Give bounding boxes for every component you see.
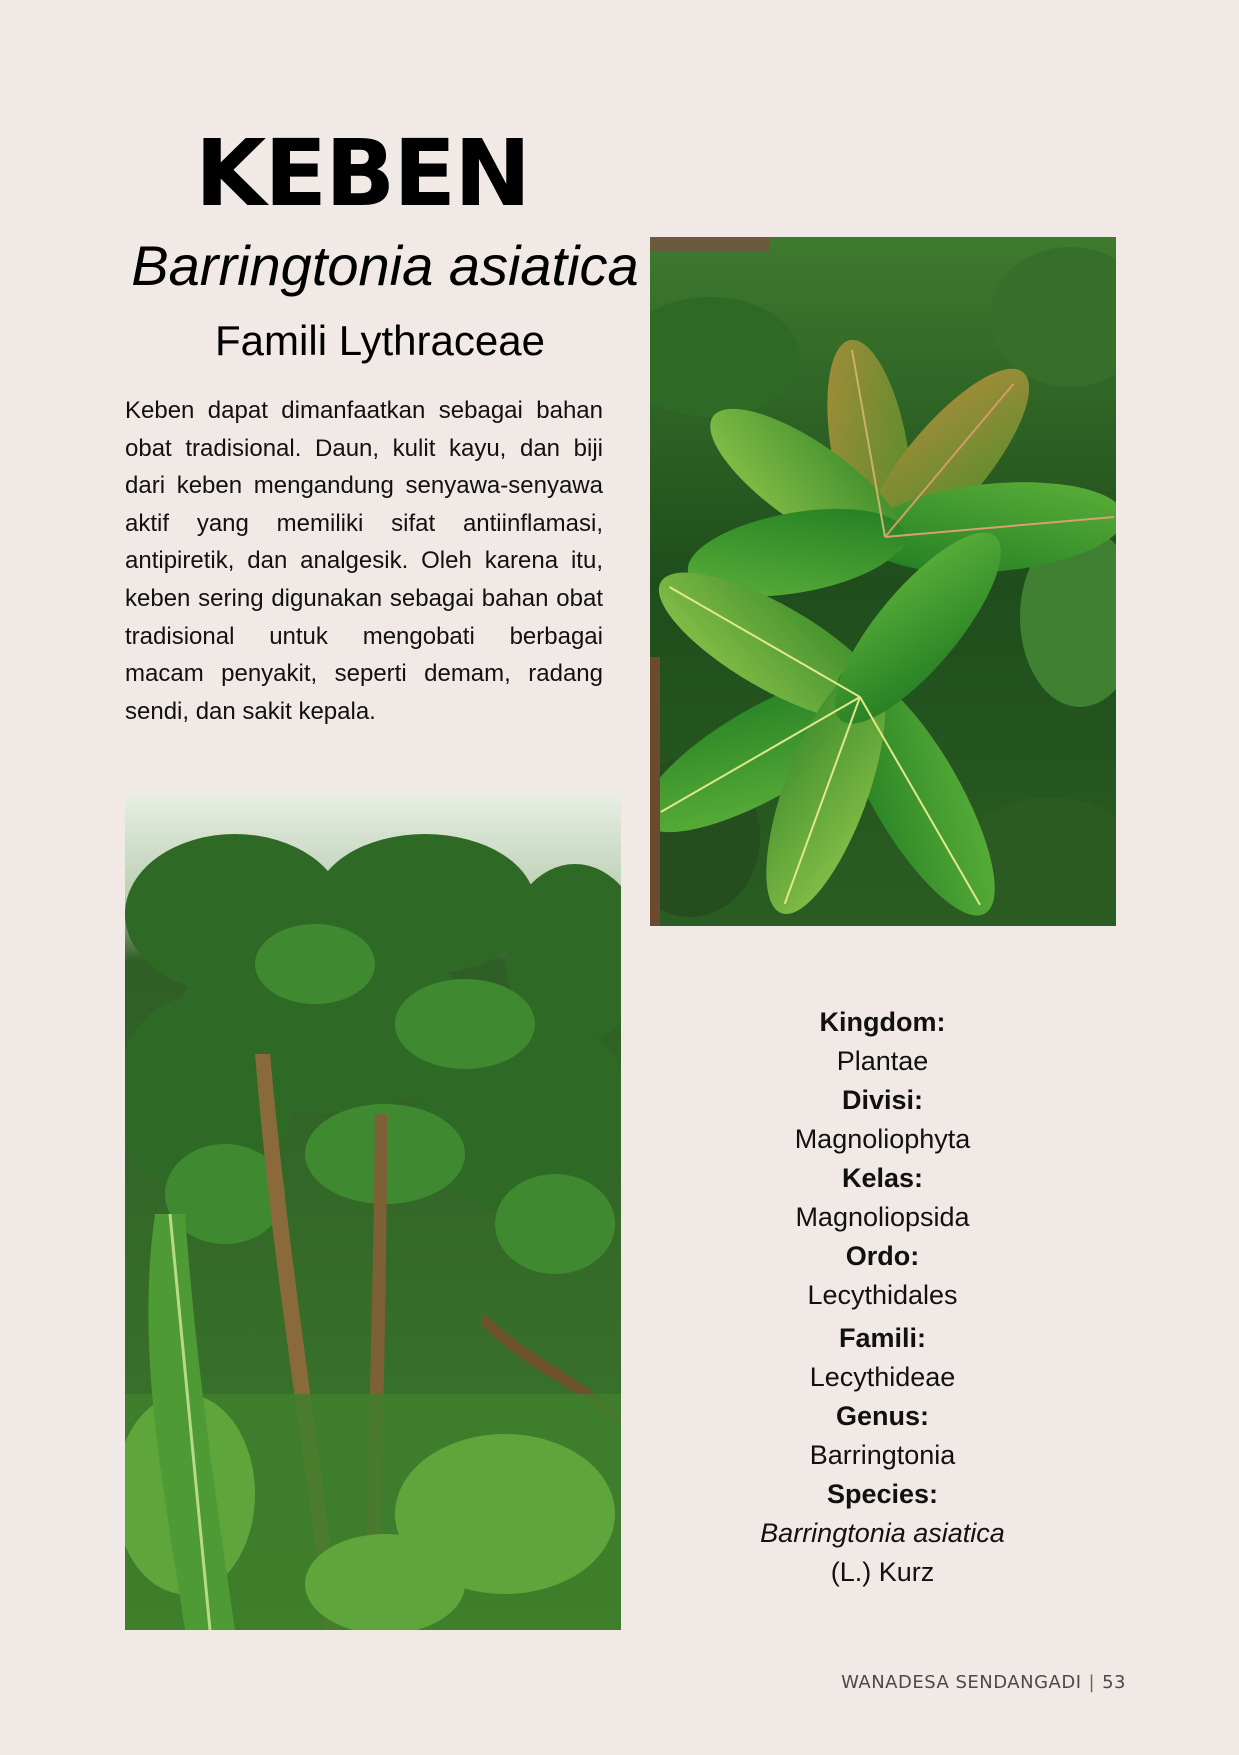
taxonomy-label: Kelas: [841, 1163, 924, 1193]
taxonomy-label: Famili: [838, 1323, 926, 1353]
taxonomy-value: Lecythideae [809, 1362, 956, 1392]
taxonomy-value: Barringtonia [809, 1440, 956, 1470]
page-title: KEBEN [195, 120, 530, 227]
page-footer [841, 1672, 1126, 1693]
taxonomy-label: Kingdom: [819, 1007, 946, 1037]
taxonomy-species [700, 1475, 1065, 1592]
taxonomy-label: Species: [826, 1479, 939, 1509]
taxonomy-list [700, 1003, 1065, 1592]
tree-canopy-photo [125, 794, 621, 1630]
taxonomy-ordo [700, 1237, 1065, 1315]
taxonomy-famili [700, 1319, 1065, 1397]
taxonomy-value: Lecythidales [807, 1280, 958, 1310]
scientific-name: Barringtonia asiatica [131, 234, 639, 297]
description-paragraph: Keben dapat dimanfaatkan sebagai bahan obat tradisional. Daun, kulit kayu, dan biji dari keben mengandung senyawa-senyawa aktif yang memiliki sifat antiinflamasi, antipiretik, dan analgesik. Oleh karena itu, keben sering digunakan sebagai bahan obat tradisional untuk mengobati berbagai macam penyakit, seperti demam, radang sendi, dan sakit kepala. [125, 397, 603, 725]
publication-name: WANADESA SENDANGADI [841, 1672, 1082, 1693]
taxonomy-value: Barringtonia asiatica [760, 1518, 1005, 1548]
taxonomy-label: Ordo: [845, 1241, 920, 1271]
taxonomy-value: Plantae [836, 1046, 929, 1076]
footer-separator: | [1088, 1672, 1096, 1693]
taxonomy-genus [700, 1397, 1065, 1475]
taxonomy-kingdom [700, 1003, 1065, 1081]
page-number: 53 [1102, 1672, 1126, 1693]
taxonomy-label: Genus: [835, 1401, 929, 1431]
taxonomy-kelas [700, 1159, 1065, 1237]
taxonomy-value: Magnoliophyta [794, 1124, 971, 1154]
taxonomy-divisi [700, 1081, 1065, 1159]
leaf-rosette-photo [650, 237, 1116, 926]
taxonomy-label: Divisi: [841, 1085, 924, 1115]
family-name: Famili Lythraceae [215, 317, 545, 364]
taxonomy-value: Magnoliopsida [795, 1202, 970, 1232]
taxonomy-author: (L.) Kurz [830, 1557, 935, 1587]
